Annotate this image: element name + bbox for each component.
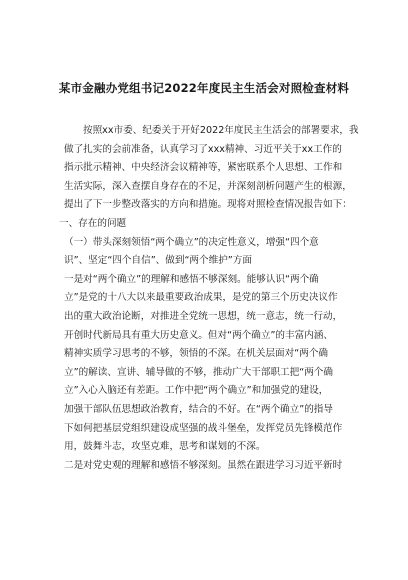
paragraph-line: 立”是党的十八大以来最重要政治成果，是党的第三个历史决议作 — [64, 292, 338, 304]
paragraph-line: 出的重大政治论断，对推进全党统一思想，统一意志，统一行动， — [64, 310, 343, 322]
paragraph-line: 做了扎实的会前准备，认真学习了xxx精神、习近平关于xx工作的 — [64, 143, 342, 155]
paragraph-line: 一是对“两个确立”的理解和感悟不够深刻。能够认识“两个确 — [64, 273, 319, 285]
paragraph-line: 精神实质学习思考的不够，领悟的不深。在机关层面对“两个确 — [64, 348, 329, 360]
paragraph-line: 下如何把基层党组织建设成坚强的战斗堡垒，发挥党员先锋模范作 — [64, 422, 343, 434]
paragraph-line: 立”入心入脑还有差距。工作中把“两个确立”和加强党的建设， — [64, 385, 329, 397]
paragraph-line: 按照xx市委、纪委关于开好2022年度民主生活会的部署要求，我 — [83, 125, 359, 136]
document-title: 某市金融办党组书记2022年度民主生活会对照检查材料 — [58, 81, 350, 95]
paragraph-line: 指示批示精神、中央经济会议精神等，紧密联系个人思想、工作和 — [64, 162, 343, 174]
subsection-heading: 识”、坚定“四个自信”、做到“两个维护”方面 — [64, 255, 252, 267]
paragraph-line: 生活实际，深入查摆自身存在的不足，并深刻剖析问题产生的根源， — [64, 180, 352, 192]
paragraph-line: 二是对党史观的理解和感悟不够深刻。虽然在跟进学习习近平新时 — [64, 459, 343, 471]
subsection-heading: （一）带头深刻领悟“两个确立”的决定性意义，增强“四个意 — [64, 236, 319, 248]
paragraph-line: 提出了下一步整改落实的方向和措施。现将对照检查情况报告如下： — [64, 199, 352, 211]
document-body — [59, 122, 364, 475]
paragraph-line: 开创时代新局具有重大历史意义。但对“两个确立”的丰富内涵、 — [64, 329, 333, 341]
section-heading: 一、存在的问题 — [59, 217, 127, 229]
paragraph-line: 加强干部队伍思想政治教育，结合的不好。在“两个确立”的指导 — [64, 403, 333, 415]
paragraph-line: 立”的解读、宣讲、辅导做的不够，推动广大干部职工把“两个确 — [64, 366, 333, 378]
paragraph-line: 用，鼓舞斗志，攻坚克难，思考和谋划的不深。 — [64, 441, 266, 453]
